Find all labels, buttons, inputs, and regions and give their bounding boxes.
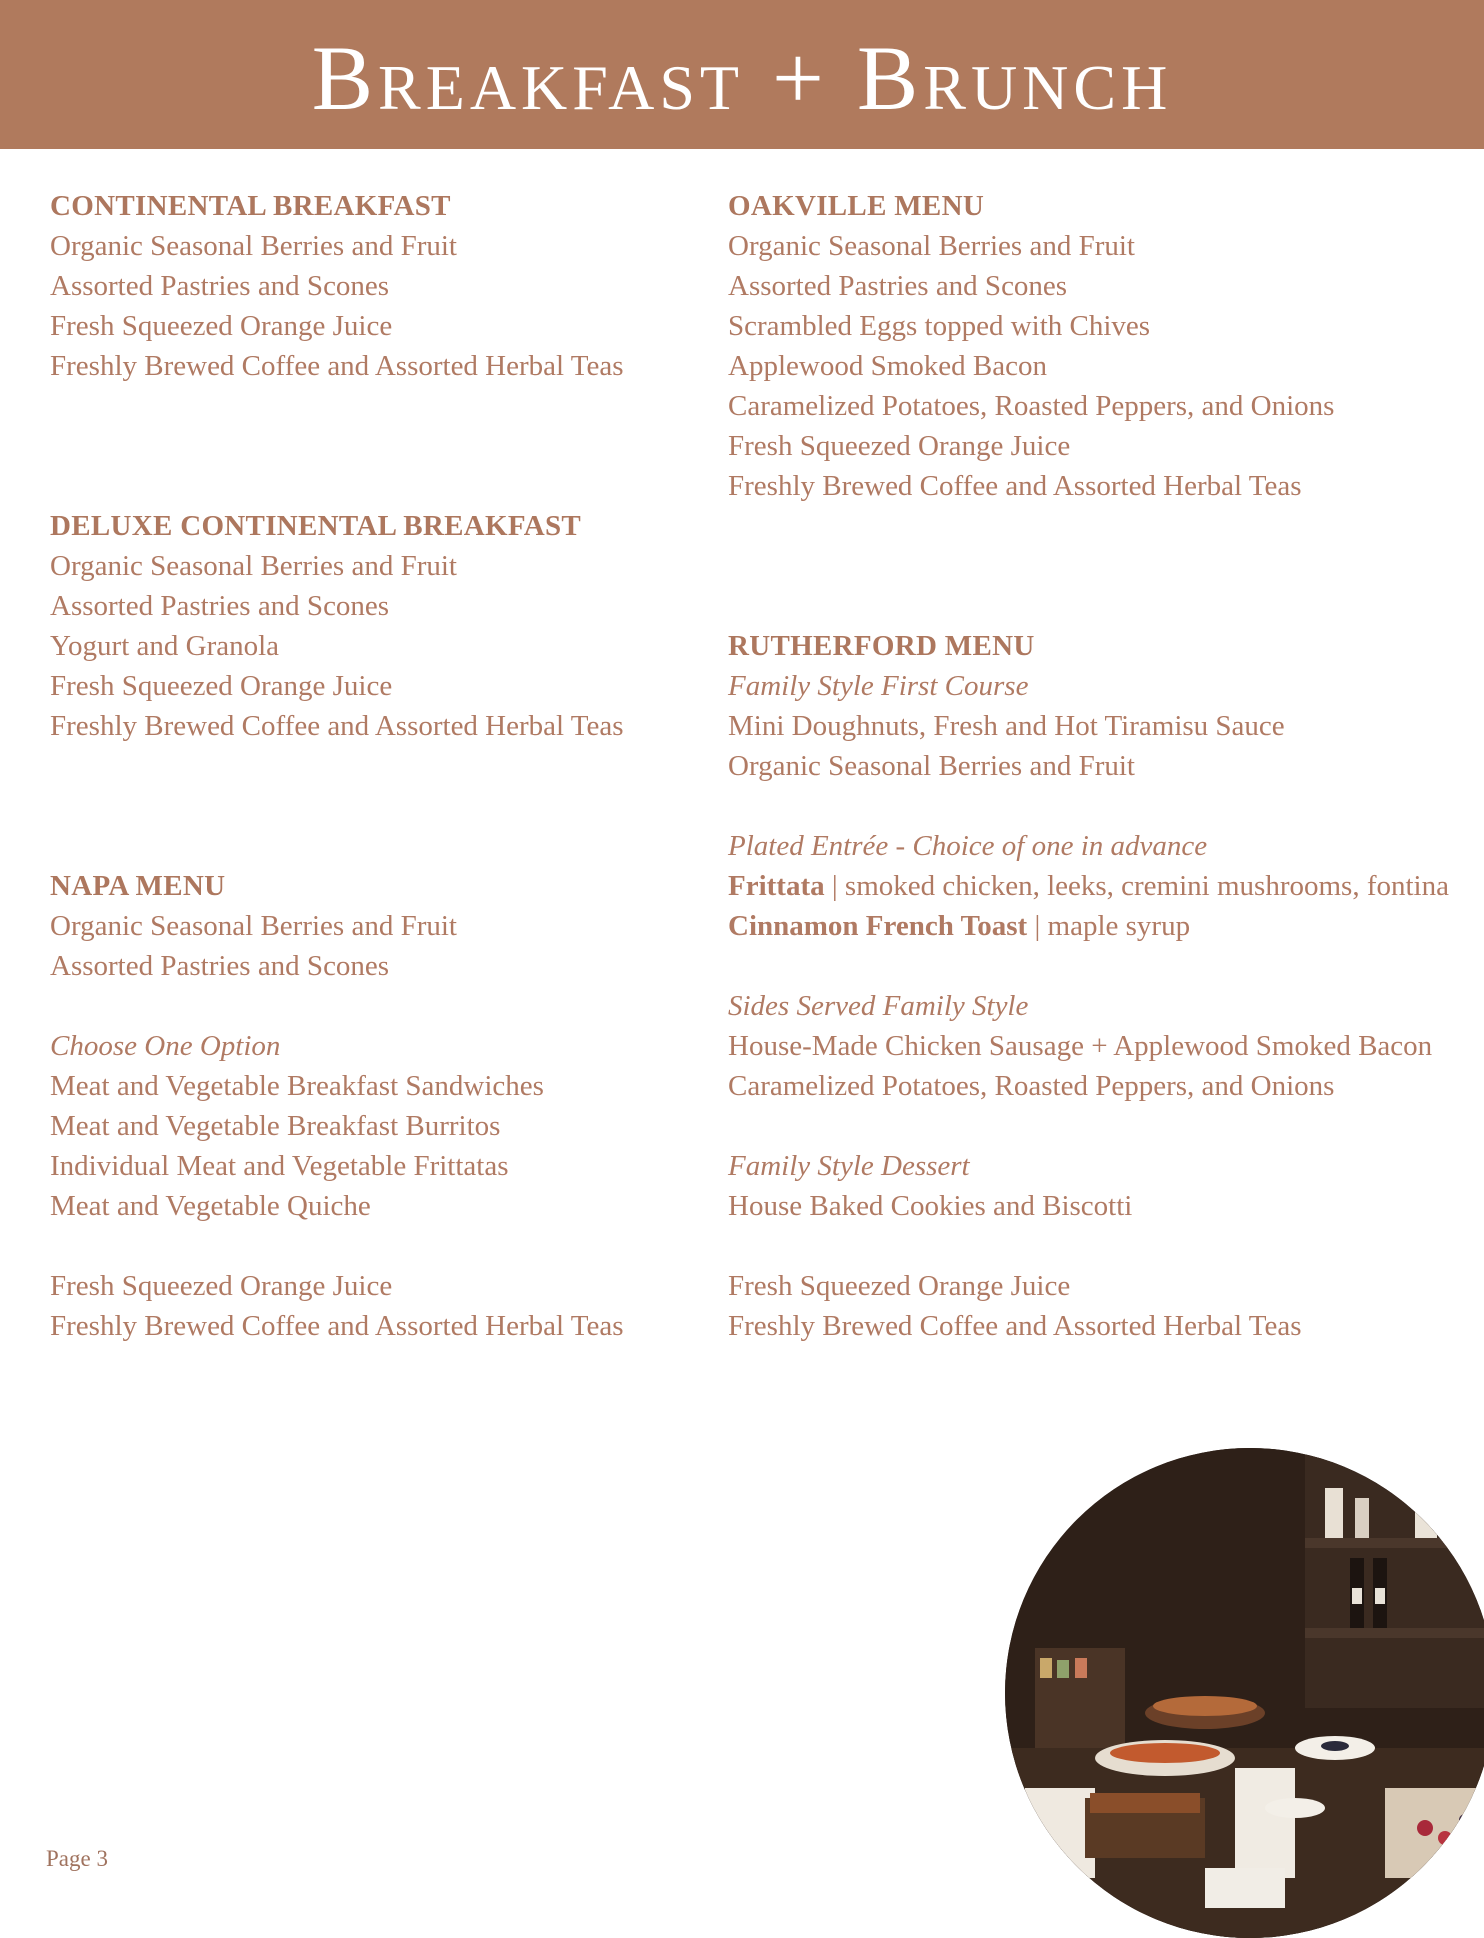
menu-option: Meat and Vegetable Breakfast Sandwiches xyxy=(50,1070,544,1102)
spacer xyxy=(50,386,710,506)
spacer xyxy=(728,946,1478,986)
section-title: OAKVILLE MENU xyxy=(728,190,985,222)
menu-option: Meat and Vegetable Breakfast Burritos xyxy=(50,1110,501,1142)
menu-item: Fresh Squeezed Orange Juice xyxy=(50,310,393,342)
menu-item: Freshly Brewed Coffee and Assorted Herbal Teas xyxy=(50,710,624,742)
spacer xyxy=(728,506,1478,626)
section-title: RUTHERFORD MENU xyxy=(728,630,1035,662)
menu-item: Fresh Squeezed Orange Juice xyxy=(728,1270,1071,1302)
deluxe-continental-section xyxy=(50,506,710,746)
menu-item: House-Made Chicken Sausage + Applewood Smoked Bacon xyxy=(728,1030,1433,1062)
buffet-photo xyxy=(1005,1448,1484,1938)
right-column xyxy=(728,186,1478,1346)
continental-breakfast-section xyxy=(50,186,710,386)
menu-item: Organic Seasonal Berries and Fruit xyxy=(50,230,457,262)
menu-item: Freshly Brewed Coffee and Assorted Herbal Teas xyxy=(50,350,624,382)
menu-item: Assorted Pastries and Scones xyxy=(50,590,390,622)
spacer xyxy=(50,1226,710,1266)
subsection-label: Choose One Option xyxy=(50,1030,281,1062)
buffet-photo-illustration xyxy=(1005,1448,1484,1938)
menu-item: Organic Seasonal Berries and Fruit xyxy=(50,550,457,582)
menu-item: Freshly Brewed Coffee and Assorted Herbal Teas xyxy=(728,470,1302,502)
section-title: DELUXE CONTINENTAL BREAKFAST xyxy=(50,510,582,542)
entree-item xyxy=(728,866,1478,906)
spacer xyxy=(728,786,1478,826)
menu-item: Fresh Squeezed Orange Juice xyxy=(50,670,393,702)
spacer xyxy=(50,986,710,1026)
oakville-menu-section xyxy=(728,186,1478,506)
menu-item: Yogurt and Granola xyxy=(50,630,280,662)
menu-item: Caramelized Potatoes, Roasted Peppers, and Onions xyxy=(728,1070,1335,1102)
section-title: NAPA MENU xyxy=(50,870,226,902)
menu-item: House Baked Cookies and Biscotti xyxy=(728,1190,1133,1222)
menu-item: Assorted Pastries and Scones xyxy=(50,270,390,302)
section-title: CONTINENTAL BREAKFAST xyxy=(50,190,451,222)
entree-name: Cinnamon French Toast xyxy=(728,910,1028,942)
subsection-label: Sides Served Family Style xyxy=(728,990,1029,1022)
subsection-label: Plated Entrée - Choice of one in advance xyxy=(728,830,1208,862)
page-title: Breakfast + Brunch xyxy=(311,26,1173,129)
entree-name: Frittata xyxy=(728,870,825,902)
menu-item: Organic Seasonal Berries and Fruit xyxy=(728,230,1135,262)
menu-item: Assorted Pastries and Scones xyxy=(728,270,1068,302)
menu-item: Freshly Brewed Coffee and Assorted Herbal Teas xyxy=(728,1310,1302,1342)
spacer xyxy=(728,1106,1478,1146)
menu-item: Organic Seasonal Berries and Fruit xyxy=(728,750,1135,782)
subsection-label: Family Style Dessert xyxy=(728,1150,970,1182)
entree-item xyxy=(728,906,1478,946)
rutherford-menu-section xyxy=(728,626,1478,1346)
menu-item: Assorted Pastries and Scones xyxy=(50,950,390,982)
menu-option: Individual Meat and Vegetable Frittatas xyxy=(50,1150,509,1182)
menu-item: Fresh Squeezed Orange Juice xyxy=(728,430,1071,462)
title-banner xyxy=(0,0,1484,149)
spacer xyxy=(50,746,710,866)
subsection-label: Family Style First Course xyxy=(728,670,1029,702)
menu-item: Caramelized Potatoes, Roasted Peppers, and Onions xyxy=(728,390,1335,422)
spacer xyxy=(728,1226,1478,1266)
left-column xyxy=(50,186,710,1346)
menu-item: Applewood Smoked Bacon xyxy=(728,350,1047,382)
menu-item: Fresh Squeezed Orange Juice xyxy=(50,1270,393,1302)
menu-option: Meat and Vegetable Quiche xyxy=(50,1190,371,1222)
menu-item: Scrambled Eggs topped with Chives xyxy=(728,310,1151,342)
menu-item: Organic Seasonal Berries and Fruit xyxy=(50,910,457,942)
napa-menu-section xyxy=(50,866,710,1346)
entree-description: | smoked chicken, leeks, cremini mushrooms, fontina xyxy=(824,870,1449,902)
page-number: Page 3 xyxy=(46,1846,108,1871)
menu-item: Freshly Brewed Coffee and Assorted Herbal Teas xyxy=(50,1310,624,1342)
entree-description: | maple syrup xyxy=(1027,910,1191,942)
menu-item: Mini Doughnuts, Fresh and Hot Tiramisu Sauce xyxy=(728,710,1285,742)
